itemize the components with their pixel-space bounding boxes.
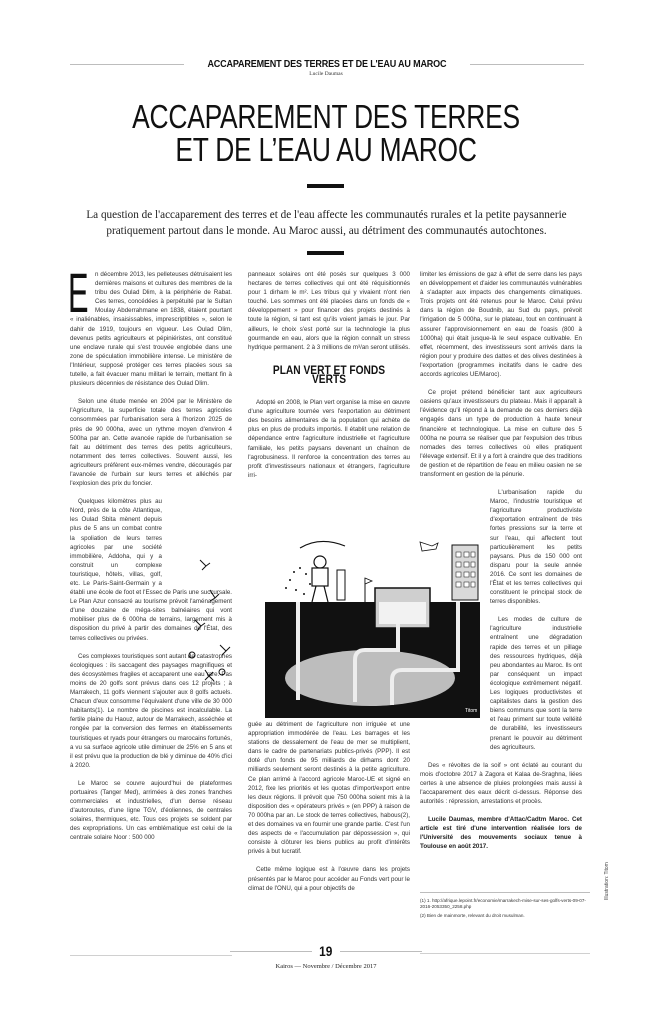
paragraph: [420, 270, 582, 379]
page-folio: [230, 943, 422, 959]
footnote-1: (1) 1. http://afrique.lepoint.fr/economie/marrakech-mise-sur-ses-golfs-verts-09-07-2016-2053350_2258.php: [420, 898, 586, 909]
author-signature: Lucile Daumas, membre d'Attac/Cadtm Maroc. Cet article est tiré d'une intervention réalisée lors de l'Université des mouvements sociaux tenue à Toulouse en août 2017.: [420, 816, 582, 851]
paragraph: [248, 865, 410, 892]
displaced-people: [189, 560, 230, 681]
paragraph-text: limiter les émissions de gaz à effet de serre dans les pays en développement et d'aider les communautés vulnérables à s'adapter aux impacts des changements climatiques. Trois projets ont été retenus pour le Maroc. Celui prévu dans la région de Boudnib, au Sud du pays, prévoit l'irrigation de 5 000ha, sur le plateau, tout en continuant à assurer l'approvisionnement en eau de l'oasis (800 à 1000ha) qui était jusque-là le seul espace cultivable. En effet, récemment, des investisseurs sont arrivés dans la région pour y produire des dattes et des olives destinées à l'exportation (programmes incitatifs dans le cadre des accords agricoles UE/Maroc).: [420, 271, 582, 379]
paragraph: [248, 720, 410, 856]
paragraph-text: Adopté en 2008, le Plan vert organise la mise en œuvre d'une agriculture tournée vers l'exportation au détriment des besoins alimentaires de la population qui achète de plus en plus de produits importés. Il établit une relation de dépendance entre l'agriculture industrielle et l'agriculture familiale, les petits paysans devenant un chaînon de l'agrobusiness. Il renforce la concentration des terres au profit d'investisseurs nationaux et étrangers, l'agriculture irri-: [248, 399, 410, 479]
paragraph: [420, 761, 582, 806]
standfirst-divider: [307, 251, 344, 255]
paragraph-text: guée au détriment de l'agriculture non irriguée et une appropriation immodérée de l'eau. Les barrages et les stations de dessalement de l'eau de mer se multiplient, dans le cadre de partenariats publics-privés (PPP). Il est doté d'un fonds de 95 milliards de dirhams dont 20 milliards seulement seront destinés à la petite agriculture. Ce plan arrimé à l'accord agricole Maroc-UE et signé en 2012, fixe les priorités et les quotas d'import/export entre les deux régions. Il prévoit que 750 000ha soient mis à la disposition des « opérateurs privés » (en PPP) à raison de 70 000ha par an. Le stock de terres collectives, habous(2), et des domaines va en fournir une grande partie. C'est l'un des aspects de « l'accumulation par dépossession », qui consiste à clôturer les biens publics au profit d'intérêts privés à but lucratif.: [248, 721, 410, 856]
footnotes: [420, 892, 590, 922]
page-number: 19: [319, 943, 333, 959]
footnotes-bottom-rule: [420, 953, 590, 954]
folio-rule-left: [230, 951, 312, 952]
paragraph-text: Quelques kilomètres plus au Nord, près de la côte Atlantique, les Oulad Sbita mènent depuis plus de 5 ans un combat contre la spoliation de leurs terres agricoles par une société immobilière, Addoha, qui y a construit un complexe touristique, hôtels, villas, golf, etc. Le Paris-Saint-Germain y a établi une école de foot et l'Essec de Paris une succursale. Le Plan Azur consacré au tourisme prévoit l'aménagement d'une douzaine de méga-sites balnéaires qui vont mobiliser plus de 6 000ha de terrains, largement mis à disposition du privé à partir des domaines de l'État, des terres collectives ou privées.: [70, 498, 232, 642]
paragraph-text: Le Maroc se couvre aujourd'hui de plateformes portuaires (Tanger Med), arrimées à des zones franches commerciales et industrielles, d'un dense réseau d'autoroutes, d'une ligne TGV, d'éoliennes, de centrales solaires, thermiques, etc. Tous ces projets se soldent par des expropriations. Un cas emblématique est celui de la centrale solaire Noor : 500 000: [70, 779, 232, 842]
running-head: [70, 56, 584, 72]
pool-water: [379, 602, 426, 624]
title-divider: [307, 184, 344, 188]
page-title: [65, 100, 587, 166]
paragraph: [248, 270, 410, 352]
paragraph: [420, 388, 582, 479]
paragraph-text: Selon une étude menée en 2004 par le Ministère de l'Agriculture, la superficie totale des terres agricoles consommées par l'urbanisation sera à l'horizon 2025 de près de 90 000ha, avec un rythme moyen d'environ 4 500ha par an. Cette avancée rapide de l'urbanisation se fait au détriment des terres des petits agriculteurs, notamment des terres collectives. Souvent aussi, les agriculteurs préfèrent eux-mêmes vendre, découragés par l'avancée de l'urbain sur leurs terres et alléchés par l'explosion des prix du foncier.: [70, 398, 232, 488]
cartoon-illustration: [180, 540, 490, 718]
footnote-rule: [420, 892, 590, 893]
paragraph-text: Cette même logique est à l'œuvre dans les projets présentés par le Maroc pour accéder au Fonds vert pour le climat de l'ONU, qui a pour objectifs de: [248, 866, 410, 892]
footnote-2: (2) Bien de mainmorte, relevant du droit musulman.: [420, 913, 525, 918]
water-spray: [285, 567, 311, 595]
column-rule: [70, 955, 232, 956]
paragraph-text: Des « révoltes de la soif » ont éclaté au courant du mois d'octobre 2017 à Zagora et Kalaa de-Sraghna, liées certes à une absence de pluies prolongées mais aussi à l'accaparement des eaux décrit ci-dessus. Réponse des autorités : répression, arrestations et procès.: [420, 761, 582, 806]
article-column-2: [248, 270, 410, 489]
running-head-title: ACCAPAREMENT DES TERRES ET DE L'EAU AU MAROC: [207, 58, 447, 70]
airplane: [420, 542, 438, 551]
paragraph: [68, 261, 232, 388]
paragraph-text: n décembre 2013, les pelleteuses détruisaient les dernières maisons et cultures des membres de la tribu des Oulad Dlim, à la périphérie de Rabat. Ces terres, concédées à perpétuité par le Sultan Moulay Abderrahmane en 1838, étaient pourtant « inaliénables, insaisissables, imprescriptibles », selon le dahir de 1919, toujours en vigueur. Les Oulad Dlim, devenus petits agriculteurs et pépiniéristes, ont constitué une enclave rurale qui s'est trouvée englobée dans une zone de spéculation immobilière intense. Le ministère de l'Intérieur, supposé protéger ces terres placées sous sa tutelle, a fait évacuer manu militari le terrain, mettant fin à plusieurs décennies de résistance des Oulad Dlim.: [70, 271, 232, 388]
page-title-line-2: ET DE L’EAU AU MAROC: [175, 131, 477, 168]
section-heading: PLAN VERT ET FONDS VERTS: [272, 362, 386, 386]
paragraph-text: Les modes de culture de l'agriculture industrielle entraînent une dégradation rapide des terres et un pillage des ressources hydriques, déjà peu abondantes au Maroc. Ils ont par conséquent un impact écologique extrêmement négatif. Les logiques productivistes et capitalistes dans la gestion des biens communs que sont la terre et l'eau priment sur toute velléité de durabilité, les investisseurs prenant le pouvoir au détriment des agriculteurs.: [490, 616, 582, 751]
standfirst: La question de l'accaparement des terres et de l'eau affecte les communautés rurales et la petite paysannerie pratiquement partout dans le monde. Au Maroc aussi, au détriment des communautés autochtones.: [86, 209, 567, 237]
illustration: [180, 540, 490, 718]
golf-bag: [337, 570, 345, 600]
folio-rule-right: [340, 951, 422, 952]
paragraph: [70, 779, 232, 843]
page-title-line-1: ACCAPAREMENT DES TERRES: [132, 98, 520, 135]
paragraph-text: Ce projet prétend bénéficier tant aux agriculteurs oasiens qu'aux investisseurs du plateau. Mais il apparaît à l'évidence qu'il répond à la demande de ces derniers déjà engagés dans un type de production à haute teneur financière et technologique. La mise en culture des 5 000ha ne pourra se réaliser que par l'expulsion des tribus nomades des terres collectives où elles pratiquent l'élevage extensif. Et il y a fort à craindre que des traditions de gestion et de répartition de l'eau en milieu oasien ne se transforment en gestion de la pénurie.: [420, 389, 582, 478]
issue-label: Kairos — Novembre / Décembre 2017: [275, 963, 377, 970]
running-head-rule-right: [470, 64, 584, 65]
paragraph: [70, 397, 232, 488]
paragraph-text: panneaux solaires ont été posés sur quelques 3 000 hectares de terres collectives qui ont été réquisitionnés pour 1 dirham le m². Les tribus qui y vivaient n'ont rien touché. Les sommes ont été placées dans un fonds de « développement » pour financer des projets destinés à toute la région, si tant est qu'ils voient jamais le jour. Par ailleurs, le choix s'est porté sur la technologie la plus gourmande en eau, alors que la région connaît un stress hydrique permanent. 2 à 3 millions de m³/an seront utilisés.: [248, 271, 410, 351]
illustrator-signature: Titom: [465, 708, 478, 714]
running-head-rule-left: [70, 64, 184, 65]
article-column-2-continued: [248, 720, 410, 902]
illustration-credit: Illustration: Titom: [604, 862, 610, 900]
paragraph-text: Ces complexes touristiques sont autant de catastrophes écologiques : ils saccagent des paysages magnifiques et des écosystèmes fragiles et accaparent une eau rare. Pas moins de 20 golfs sont prévus dans ces 12 projets ; à Marrakech, 11 golfs viennent s'ajouter aux 8 golfs actuels. Chacun d'eux consomme l'équivalent d'une ville de 30 000 habitants(1). Le nombre de piscines est incalculable. La fertile plaine du Haouz, autour de Marrakech, asséchée et rongée par la conversion des fermes en établissements touristiques et ryads pour étrangers ou marocains fortunés, a vu sa surface agricole utile diminuer de 25% en 5 ans et il est prévu que la production de blé y diminue de 40% d'ici à 2020.: [70, 652, 232, 769]
drop-cap: E: [68, 261, 89, 324]
golf-flag: [365, 578, 372, 584]
water-reservoir: [285, 650, 455, 706]
paragraph-text: L'urbanisation rapide du Maroc, l'industrie touristique et l'agriculture productiviste d'exportation entraînent de très fortes pressions sur la terre et sur l'eau, qui affectent tout particulièrement les petits paysans. Plus de 150 000 ont disparu pour la seule année 2016. Ce sont les domaines de l'État et les terres collectives qui constituent le principal stock de terres disponibles.: [490, 489, 582, 606]
paragraph: [248, 398, 410, 480]
byline: Lucile Daumas: [309, 71, 343, 77]
